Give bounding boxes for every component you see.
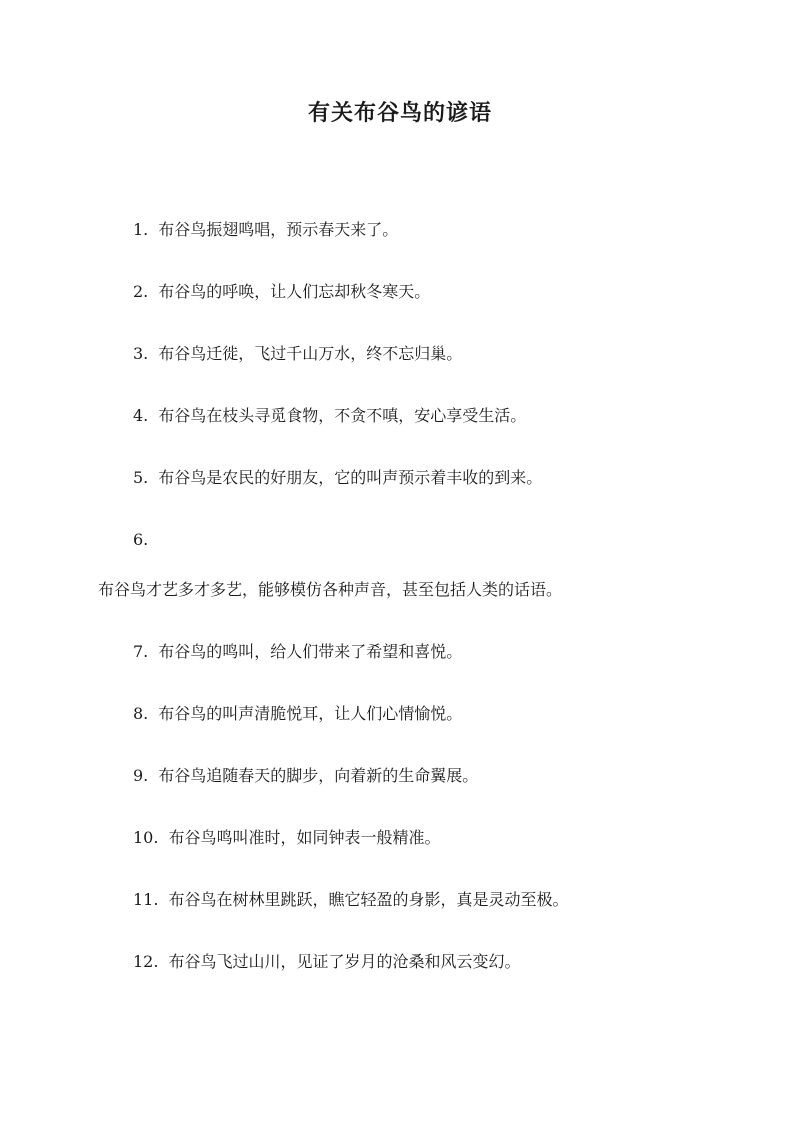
item-text: 布谷鸟鸣叫准时，如同钟表一般精准。 xyxy=(168,828,441,847)
list-item xyxy=(133,528,158,552)
list-item xyxy=(133,404,526,428)
item-number: 9. xyxy=(133,766,149,785)
item-number: 7. xyxy=(133,642,149,661)
document-title: 有关布谷鸟的谚语 xyxy=(307,100,492,126)
item-text: 布谷鸟是农民的好朋友，它的叫声预示着丰收的到来。 xyxy=(158,468,543,487)
item-number: 6. xyxy=(133,530,149,549)
item-text: 布谷鸟飞过山川，见证了岁月的沧桑和风云变幻。 xyxy=(168,952,521,971)
item-number: 12. xyxy=(133,952,159,971)
item-number: 5. xyxy=(133,468,149,487)
list-item xyxy=(133,466,542,490)
item-number: 4. xyxy=(133,406,149,425)
item-text: 布谷鸟追随春天的脚步，向着新的生命翼展。 xyxy=(158,766,479,785)
item-text: 布谷鸟的呼唤，让人们忘却秋冬寒天。 xyxy=(158,282,431,301)
item-text: 布谷鸟在树林里跳跃，瞧它轻盈的身影，真是灵动至极。 xyxy=(168,890,569,909)
list-item-wrapped-text: 布谷鸟才艺多才多艺，能够模仿各种声音，甚至包括人类的话语。 xyxy=(98,580,563,599)
list-item xyxy=(133,218,398,242)
list-item xyxy=(133,342,462,366)
item-number: 1. xyxy=(133,220,149,239)
list-item xyxy=(133,702,462,726)
list-item xyxy=(133,280,430,304)
item-text: 布谷鸟振翅鸣唱，预示春天来了。 xyxy=(158,220,399,239)
item-text: 布谷鸟的叫声清脆悦耳，让人们心情愉悦。 xyxy=(158,704,463,723)
list-item xyxy=(133,826,440,850)
item-number: 2. xyxy=(133,282,149,301)
list-item xyxy=(133,764,478,788)
item-number: 8. xyxy=(133,704,149,723)
list-item xyxy=(133,640,462,664)
item-text: 布谷鸟的鸣叫，给人们带来了希望和喜悦。 xyxy=(158,642,463,661)
item-text: 布谷鸟迁徙，飞过千山万水，终不忘归巢。 xyxy=(158,344,463,363)
list-item xyxy=(133,888,568,912)
list-item xyxy=(133,950,520,974)
item-number: 11. xyxy=(133,890,159,909)
item-number: 3. xyxy=(133,344,149,363)
item-number: 10. xyxy=(133,828,159,847)
item-text: 布谷鸟在枝头寻觅食物，不贪不嗔，安心享受生活。 xyxy=(158,406,527,425)
